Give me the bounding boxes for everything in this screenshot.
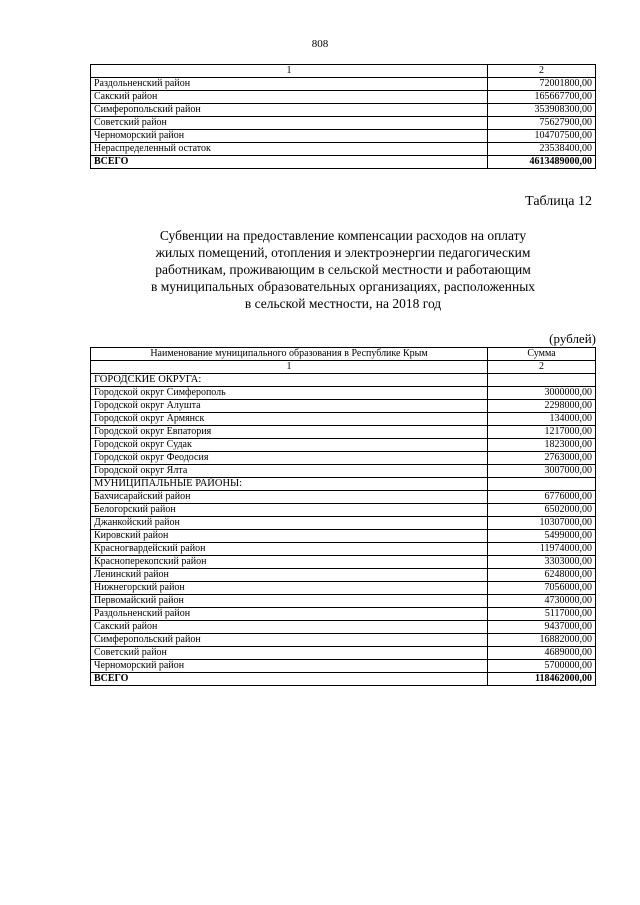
- row-sum: 5117000,00: [488, 608, 596, 621]
- row-name: Сакский район: [91, 91, 488, 104]
- row-sum: 1823000,00: [488, 439, 596, 452]
- table-row: [91, 465, 596, 478]
- row-sum: 3000000,00: [488, 387, 596, 400]
- table-row: [91, 621, 596, 634]
- row-name: Городской округ Судак: [91, 439, 488, 452]
- table-label: Таблица 12: [525, 194, 592, 209]
- row-name: Красноперекопский район: [91, 556, 488, 569]
- total-sum: 4613489000,00: [488, 156, 596, 169]
- continued-table: [90, 64, 596, 169]
- total-label: ВСЕГО: [91, 673, 488, 686]
- table-row: [91, 439, 596, 452]
- row-name: Городской округ Алушта: [91, 400, 488, 413]
- table-row: [91, 400, 596, 413]
- row-sum: 10307000,00: [488, 517, 596, 530]
- table-row: [91, 143, 596, 156]
- row-sum: 6248000,00: [488, 569, 596, 582]
- row-name: Кировский район: [91, 530, 488, 543]
- header-row: [91, 348, 596, 361]
- row-name: Городской округ Симферополь: [91, 387, 488, 400]
- row-name: Нераспределенный остаток: [91, 143, 488, 156]
- row-name: Красногвардейский район: [91, 543, 488, 556]
- row-sum: 3007000,00: [488, 465, 596, 478]
- row-name: Симферопольский район: [91, 104, 488, 117]
- row-name: Городской округ Феодосия: [91, 452, 488, 465]
- total-sum: 118462000,00: [488, 673, 596, 686]
- header-sum: Сумма: [488, 348, 596, 361]
- row-name: Раздольненский район: [91, 78, 488, 91]
- row-sum: 353908300,00: [488, 104, 596, 117]
- row-name: Черноморский район: [91, 130, 488, 143]
- row-name: Сакский район: [91, 621, 488, 634]
- table-row: [91, 543, 596, 556]
- row-sum: 6502000,00: [488, 504, 596, 517]
- table-row: [91, 104, 596, 117]
- row-name: Бахчисарайский район: [91, 491, 488, 504]
- empty-cell: [488, 478, 596, 491]
- total-row: [91, 673, 596, 686]
- section-district-label: МУНИЦИПАЛЬНЫЕ РАЙОНЫ:: [91, 478, 488, 491]
- row-sum: 4689000,00: [488, 647, 596, 660]
- row-sum: 4730000,00: [488, 595, 596, 608]
- row-sum: 6776000,00: [488, 491, 596, 504]
- table-row: [91, 595, 596, 608]
- total-row: [91, 156, 596, 169]
- row-name: Симферопольский район: [91, 634, 488, 647]
- row-name: Ленинский район: [91, 569, 488, 582]
- row-sum: 9437000,00: [488, 621, 596, 634]
- column-number: 1: [91, 65, 488, 78]
- table-title: [90, 227, 596, 312]
- row-name: Городской округ Ялта: [91, 465, 488, 478]
- table-row: [91, 634, 596, 647]
- units-label: (рублей): [549, 331, 596, 346]
- table-row: [91, 117, 596, 130]
- row-sum: 104707500,00: [488, 130, 596, 143]
- table-row: [91, 413, 596, 426]
- title-line: в сельской местности, на 2018 год: [244, 296, 442, 311]
- row-sum: 72001800,00: [488, 78, 596, 91]
- row-sum: 2298000,00: [488, 400, 596, 413]
- row-name: Раздольненский район: [91, 608, 488, 621]
- row-name: Нижнегорский район: [91, 582, 488, 595]
- row-name: Городской округ Евпатория: [91, 426, 488, 439]
- title-line: Субвенции на предоставление компенсации расходов на оплату: [159, 228, 527, 243]
- row-sum: 134000,00: [488, 413, 596, 426]
- row-sum: 16882000,00: [488, 634, 596, 647]
- empty-cell: [488, 374, 596, 387]
- row-sum: 165667700,00: [488, 91, 596, 104]
- column-number: 1: [91, 361, 488, 374]
- column-number-row: [91, 65, 596, 78]
- table-row: [91, 608, 596, 621]
- table-row: [91, 647, 596, 660]
- row-name: Городской округ Армянск: [91, 413, 488, 426]
- table-row: [91, 660, 596, 673]
- column-number-row: [91, 361, 596, 374]
- table-row: [91, 517, 596, 530]
- header-name: Наименование муниципального образования в Республике Крым: [91, 348, 488, 361]
- column-number: 2: [488, 65, 596, 78]
- row-name: Белогорский район: [91, 504, 488, 517]
- row-sum: 1217000,00: [488, 426, 596, 439]
- row-name: Джанкойский район: [91, 517, 488, 530]
- row-sum: 75627900,00: [488, 117, 596, 130]
- row-name: Советский район: [91, 117, 488, 130]
- section-row: [91, 478, 596, 491]
- row-name: Первомайский район: [91, 595, 488, 608]
- table-row: [91, 530, 596, 543]
- row-name: Советский район: [91, 647, 488, 660]
- page-number: 808: [311, 38, 329, 50]
- section-city-label: ГОРОДСКИЕ ОКРУГА:: [91, 374, 488, 387]
- table-row: [91, 491, 596, 504]
- row-sum: 5499000,00: [488, 530, 596, 543]
- column-number: 2: [488, 361, 596, 374]
- table-row: [91, 130, 596, 143]
- table-row: [91, 582, 596, 595]
- table-row: [91, 78, 596, 91]
- row-sum: 3303000,00: [488, 556, 596, 569]
- table-row: [91, 556, 596, 569]
- table-row: [91, 91, 596, 104]
- total-label: ВСЕГО: [91, 156, 488, 169]
- section-row: [91, 374, 596, 387]
- table-row: [91, 387, 596, 400]
- row-name: Черноморский район: [91, 660, 488, 673]
- table-row: [91, 569, 596, 582]
- table-row: [91, 504, 596, 517]
- subvention-table: [90, 347, 596, 686]
- title-line: в муниципальных образовательных организациях, расположенных: [150, 279, 536, 294]
- row-sum: 5700000,00: [488, 660, 596, 673]
- title-line: жилых помещений, отопления и электроэнергии педагогическим: [155, 245, 531, 260]
- title-line: работникам, проживающим в сельской местности и работающим: [155, 262, 531, 277]
- row-sum: 2763000,00: [488, 452, 596, 465]
- table-row: [91, 426, 596, 439]
- table-row: [91, 452, 596, 465]
- row-sum: 23538400,00: [488, 143, 596, 156]
- row-sum: 7056000,00: [488, 582, 596, 595]
- row-sum: 11974000,00: [488, 543, 596, 556]
